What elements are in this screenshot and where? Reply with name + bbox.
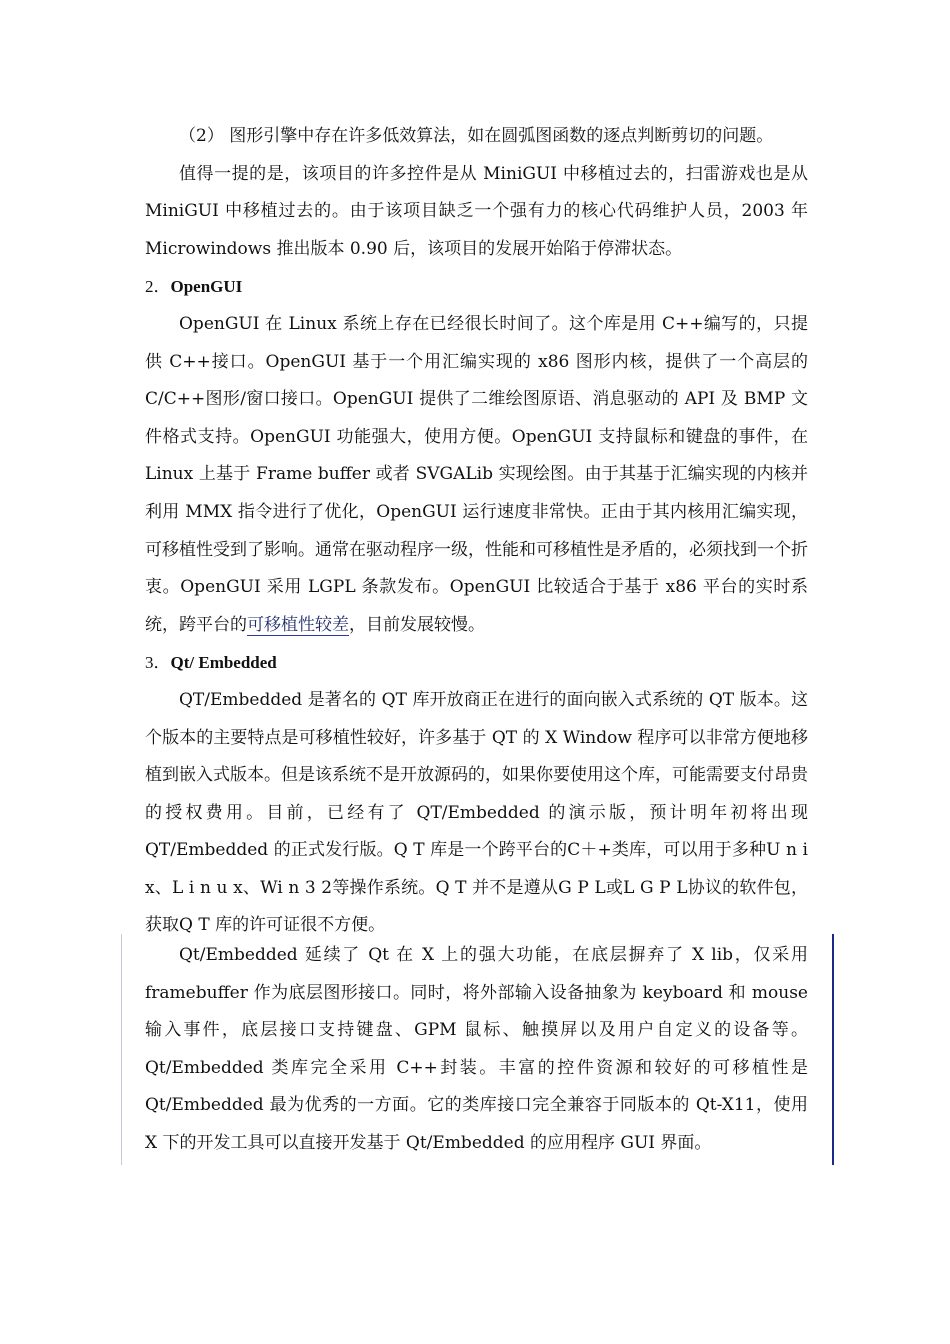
- document-body: [145, 118, 808, 945]
- section-title: Qt/ Embedded: [170, 653, 277, 673]
- list-item-2: [145, 118, 808, 156]
- paragraph-qt: QT/Embedded 是著名的 QT 库开放商正在进行的面向嵌入式系统的 QT 版本。这个版本的主要特点是可移植性较好，许多基于 QT 的 X Window 程序可以非常方便地移植到嵌入式版本。但是该系统不是开放源码的，如果你要使用这个库，可能需要支付昂贵的授权费用。目前，已经有了 QT/Embedded 的演示版，预计明年初将出现 QT/Embedded 的正式发行版。Q T 库是一个跨平台的C＋+类库，可以用于多种U n i x、L i n u x、Wi n 3 2等操作系统。Q T 并不是遵从G P L或L G P L协议的软件包，获取Q T 库的许可证很不方便。: [145, 689, 808, 936]
- paragraph-opengui: [145, 306, 808, 644]
- section-heading-opengui: [145, 268, 808, 306]
- section-title: OpenGUI: [170, 277, 243, 297]
- section-number: 3．: [145, 653, 171, 673]
- framed-block-body: [145, 937, 808, 1163]
- list-item-text: 图形引擎中存在许多低效算法，如在圆弧图函数的逐点判断剪切的问题。: [229, 126, 774, 146]
- section-number: 2．: [145, 277, 171, 297]
- paragraph-opengui-text: OpenGUI 在 Linux 系统上存在已经很长时间了。这个库是用 C++编写的，只提供 C++接口。OpenGUI 基于一个用汇编实现的 x86 图形内核，提供了一个高层的 C/C++图形/窗口接口。OpenGUI 提供了二维绘图原语、消息驱动的 API 及 BMP 文件格式支持。OpenGUI 功能强大，使用方便。OpenGUI 支持鼠标和键盘的事件，在 Linux 上基于 Frame buffer 或者 SVGALib 实现绘图。由于其基于汇编实现的内核并利用 MMX 指令进行了优化，OpenGUI 运行速度非常快。正由于其内核用汇编实现，可移植性受到了影响。通常在驱动程序一级，性能和可移植性是矛盾的，必须找到一个折衷。OpenGUI 采用 LGPL 条款发布。OpenGUI 比较适合于基于 x86 平台的实时系统，跨平台的: [145, 313, 808, 635]
- paragraph-minigui: 值得一提的是，该项目的许多控件是从 MiniGUI 中移植过去的，扫雷游戏也是从 MiniGUI 中移植过去的。由于该项目缺乏一个强有力的核心代码维护人员，2003 年 Microwindows 推出版本 0.90 后，该项目的发展开始陷于停滞状态。: [145, 163, 808, 259]
- underlined-phrase: 可移植性较差: [247, 614, 349, 635]
- paragraph-opengui-tail: ，目前发展较慢。: [349, 614, 485, 635]
- section-heading-qt-embedded: [145, 644, 808, 682]
- list-item-marker: （2）: [179, 126, 224, 146]
- paragraph-qt-embedded-features: Qt/Embedded 延续了 Qt 在 X 上的强大功能，在底层摒弃了 X lib，仅采用 framebuffer 作为底层图形接口。同时，将外部输入设备抽象为 keyboard 和 mouse 输入事件，底层接口支持键盘、GPM 鼠标、触摸屏以及用户自定义的设备等。Qt/Embedded 类库完全采用 C++封装。丰富的控件资源和较好的可移植性是 Qt/Embedded 最为优秀的一方面。它的类库接口完全兼容于同版本的 Qt-X11，使用 X 下的开发工具可以直接开发基于 Qt/Embedded 的应用程序 GUI 界面。: [145, 945, 808, 1153]
